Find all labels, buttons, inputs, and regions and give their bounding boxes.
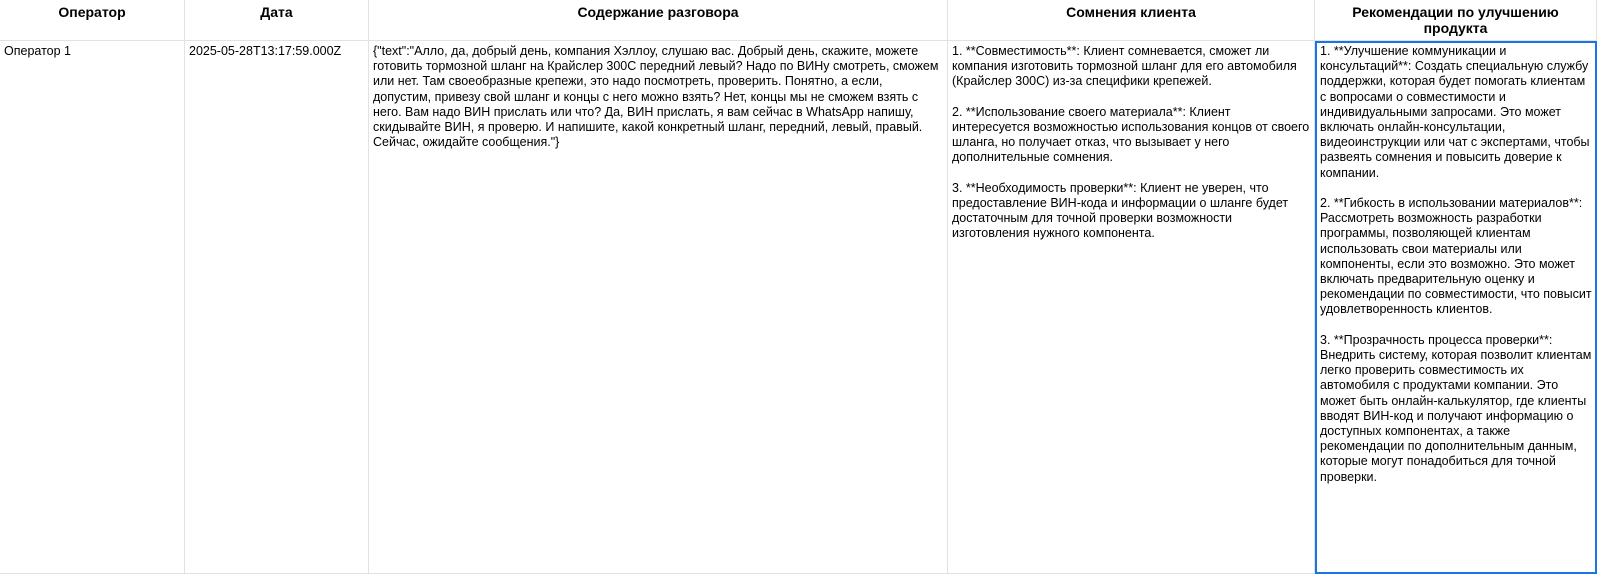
cell-date[interactable]: 2025-05-28T13:17:59.000Z <box>185 41 369 574</box>
cell-recommendations-selected[interactable]: 1. **Улучшение коммуникации и консультаций**: Создать специальную службу поддержки, которая будет помогать клиентам с вопросами о совместимости и индивидуальными запросами. Это может включать онлайн-консультации, видеоинструкции или чат с экспертами, чтобы развеять сомнения и повысить доверие к компании. 2. **Гибкость в использовании материалов**: Рассмотреть возможность разработки программы, позволяющей клиентам использовать свои материалы или компоненты, если это возможно. Это может включать предварительную оценку и рекомендации по совместимости, что повысит удовлетворенность клиентов. 3. **Прозрачность процесса проверки**: Внедрить систему, которая позволит клиентам легко проверить совместимость их автомобиля с продуктами компании. Это может быть онлайн-калькулятор, где клиенты вводят ВИН-код и получают информацию о доступных компонентах, а также рекомендации по дополнительным данным, которые могут понадобиться для точной проверки. <box>1315 41 1597 574</box>
cell-conversation[interactable]: {"text":"Алло, да, добрый день, компания Хэллоу, слушаю вас. Добрый день, скажите, можете готовить тормозной шланг на Крайслер 300С передний левый? Надо по ВИНу смотреть, сможем или нет. Там своеобразные крепежи, это надо посмотреть, проверить. Понятно, а если, допустим, привезу свой шланг и концы с него можно взять? Нет, концы мы не сможем взять с него. Вам надо ВИН прислать или что? Да, ВИН прислать, я вам сейчас в WhatsApp напишу, скидывайте ВИН, я проверю. И напишите, какой конкретный шланг, передний, левый, правый. Сейчас, ожидайте сообщения."} <box>369 41 948 574</box>
header-recommendations[interactable] <box>1315 0 1597 41</box>
header-operator[interactable] <box>0 0 185 41</box>
cell-doubts[interactable]: 1. **Совместимость**: Клиент сомневается, сможет ли компания изготовить тормозной шланг для его автомобиля (Крайслер 300С) из-за специфики крепежей. 2. **Использование своего материала**: Клиент интересуется возможностью использования концов от своего шланга, но получает отказ, что вызывает у него дополнительные сомнения. 3. **Необходимость проверки**: Клиент не уверен, что предоставление ВИН-кода и информации о шланге будет достаточным для точной проверки возможности изготовления нужного компонента. <box>948 41 1315 574</box>
header-conversation-label: Содержание разговора <box>577 4 739 20</box>
header-recommendations-label: Рекомендации по улучшению продукта <box>1352 4 1559 36</box>
header-doubts-label: Сомнения клиента <box>1066 4 1196 20</box>
header-conversation[interactable] <box>369 0 948 41</box>
header-date[interactable] <box>185 0 369 41</box>
header-doubts[interactable] <box>948 0 1315 41</box>
header-date-label: Дата <box>260 4 293 20</box>
header-operator-label: Оператор <box>58 4 126 20</box>
cell-operator[interactable]: Оператор 1 <box>0 41 185 574</box>
